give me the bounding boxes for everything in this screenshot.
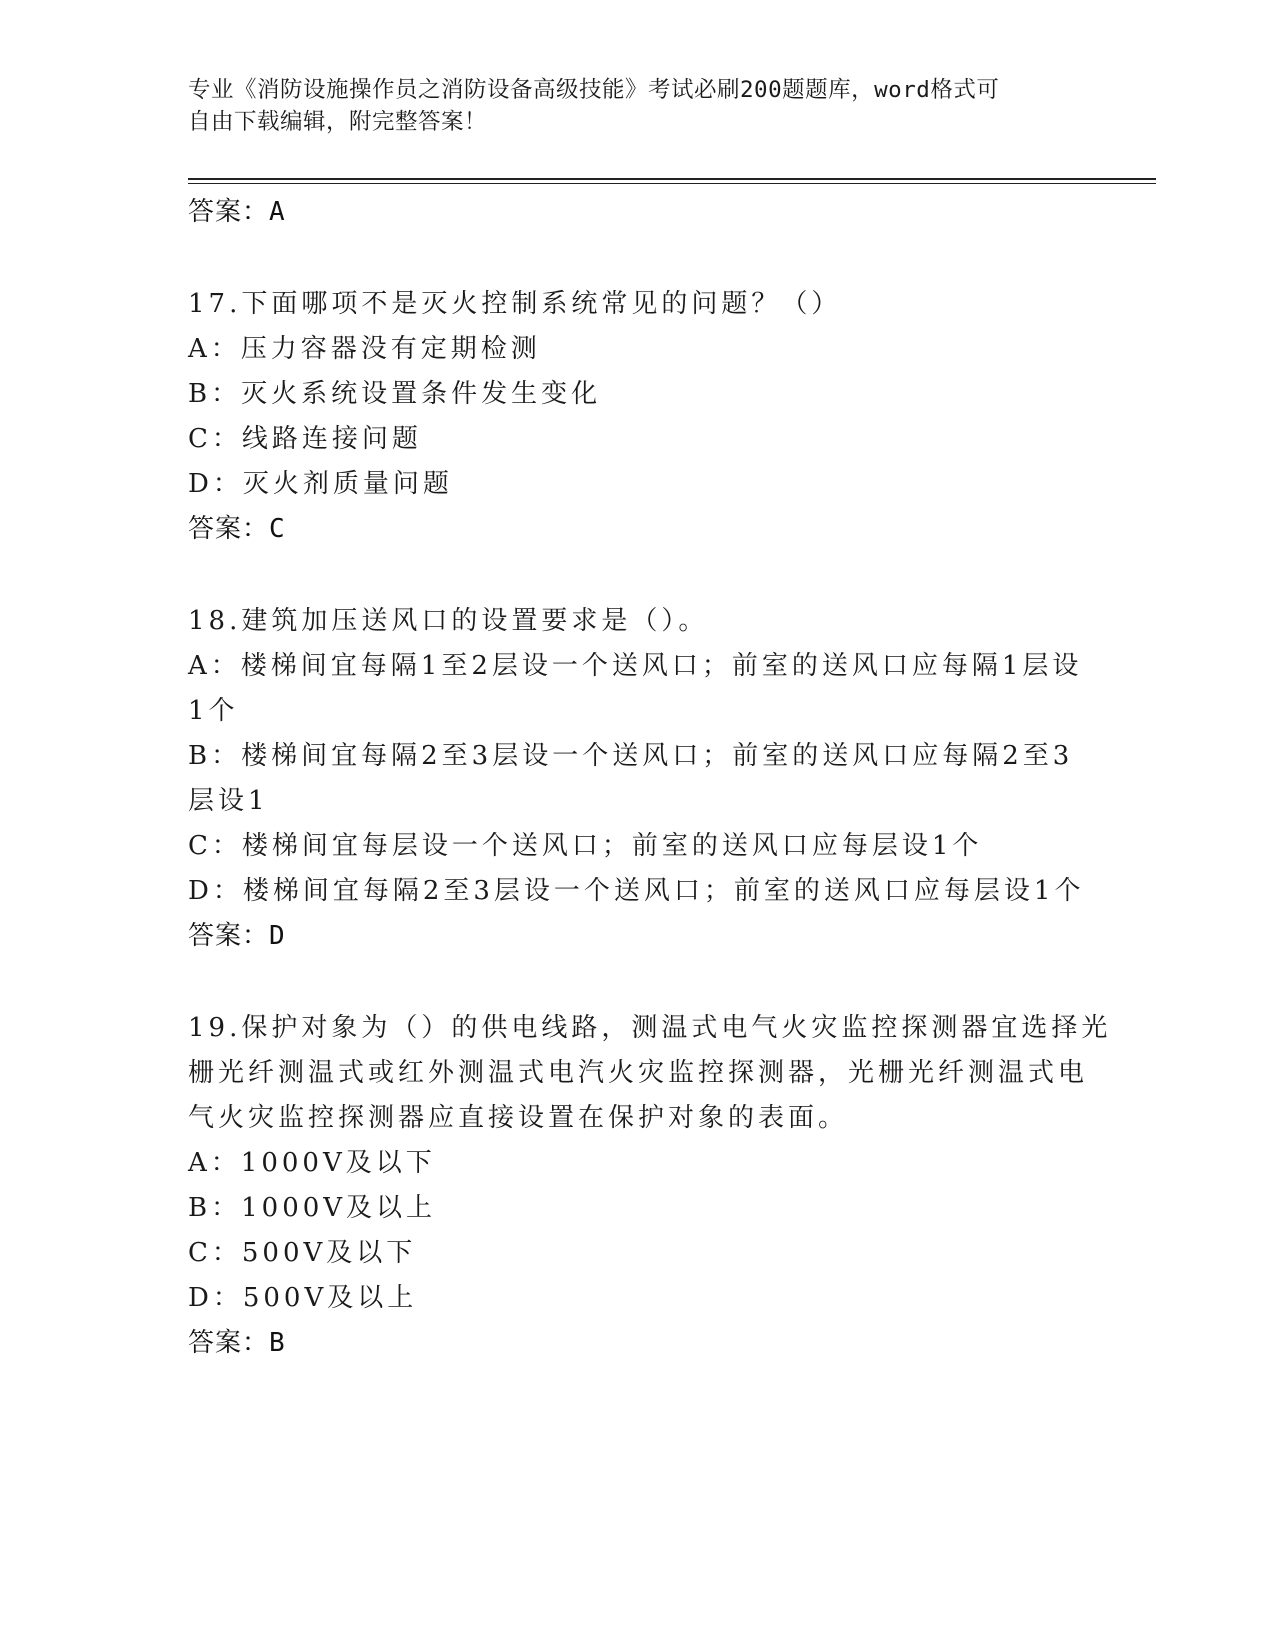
option-b: B：灭火系统设置条件发生变化 bbox=[188, 379, 602, 409]
question-text-continued: 栅光纤测温式或红外测温式电汽火灾监控探测器，光栅光纤测温式电 bbox=[188, 1058, 1089, 1088]
option-b: B：楼梯间宜每隔2至3层设一个送风口；前室的送风口应每隔2至3 bbox=[188, 741, 1074, 771]
option-c: C：楼梯间宜每层设一个送风口；前室的送风口应每层设1个 bbox=[188, 831, 983, 861]
question-19 bbox=[188, 1006, 1112, 1365]
option-b-continued: 层设1 bbox=[188, 786, 269, 816]
option-a: A：1000V及以下 bbox=[188, 1148, 436, 1178]
header-rule-thick bbox=[188, 178, 1156, 180]
option-b: B：1000V及以上 bbox=[188, 1193, 437, 1223]
question-text: 19.保护对象为（）的供电线路，测温式电气火灾监控探测器宜选择光 bbox=[188, 1013, 1112, 1043]
header-line-2: 自由下载编辑，附完整答案！ bbox=[188, 109, 488, 135]
option-d: D：灭火剂质量问题 bbox=[188, 469, 453, 499]
option-a: A：楼梯间宜每隔1至2层设一个送风口；前室的送风口应每隔1层设 bbox=[188, 651, 1083, 681]
answer: 答案：D bbox=[188, 921, 286, 951]
header-rule-thin bbox=[188, 183, 1156, 184]
answer: 答案：B bbox=[188, 1328, 286, 1358]
option-c: C：线路连接问题 bbox=[188, 424, 422, 454]
previous-answer: 答案：A bbox=[188, 197, 286, 227]
document-header bbox=[188, 74, 1068, 138]
question-17 bbox=[188, 282, 1078, 551]
option-a: A：压力容器没有定期检测 bbox=[188, 334, 541, 364]
option-c: C：500V及以下 bbox=[188, 1238, 417, 1268]
question-text: 18.建筑加压送风口的设置要求是（）。 bbox=[188, 606, 709, 636]
header-line-1: 专业《消防设施操作员之消防设备高级技能》考试必刷200题题库，word格式可 bbox=[188, 77, 1000, 103]
question-text: 17.下面哪项不是灭火控制系统常见的问题？（） bbox=[188, 289, 842, 319]
answer: 答案：C bbox=[188, 514, 286, 544]
option-d: D：楼梯间宜每隔2至3层设一个送风口；前室的送风口应每层设1个 bbox=[188, 876, 1085, 906]
question-18 bbox=[188, 599, 1085, 958]
question-text-continued: 气火灾监控探测器应直接设置在保护对象的表面。 bbox=[188, 1103, 849, 1133]
option-d: D：500V及以上 bbox=[188, 1283, 418, 1313]
question-list bbox=[188, 190, 1112, 1365]
option-a-continued: 1个 bbox=[188, 696, 239, 726]
